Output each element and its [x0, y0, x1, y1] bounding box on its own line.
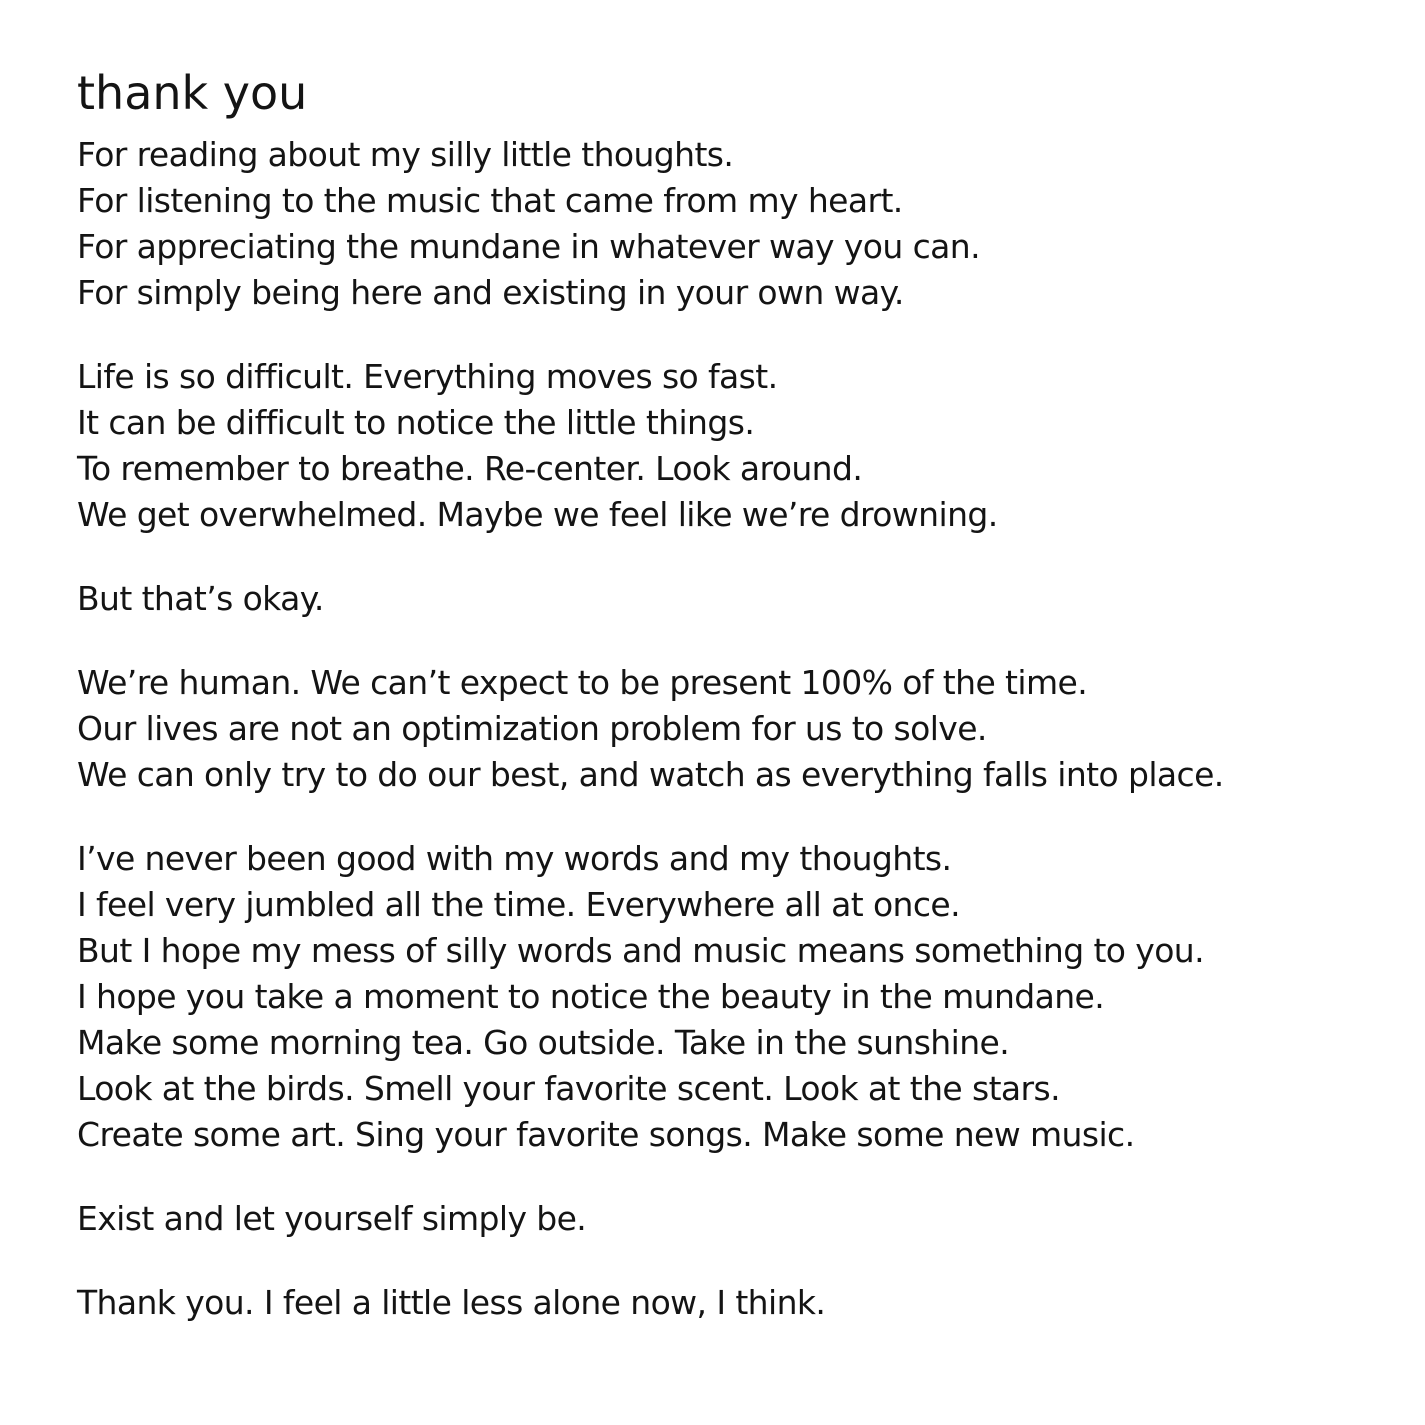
text-line: Life is so difficult. Everything moves so fast. — [77, 357, 778, 396]
page-title: thank you — [77, 66, 308, 120]
paragraph — [77, 836, 1377, 1158]
paragraph — [77, 1280, 1377, 1326]
text-line: Our lives are not an optimization problem for us to solve. — [77, 709, 987, 748]
text-line: To remember to breathe. Re-center. Look around. — [77, 449, 863, 488]
paragraph — [77, 576, 1377, 622]
text-line: Thank you. I feel a little less alone now, I think. — [77, 1283, 826, 1322]
text-line: For reading about my silly little thoughts. — [77, 135, 734, 174]
text-line: We’re human. We can’t expect to be present 100% of the time. — [77, 663, 1088, 702]
text-line: I feel very jumbled all the time. Everywhere all at once. — [77, 885, 961, 924]
text-line: Make some morning tea. Go outside. Take in the sunshine. — [77, 1023, 1010, 1062]
text-line: It can be difficult to notice the little things. — [77, 403, 755, 442]
text-line: For simply being here and existing in your own way. — [77, 273, 904, 312]
text-line: I hope you take a moment to notice the beauty in the mundane. — [77, 977, 1105, 1016]
text-line: I’ve never been good with my words and my thoughts. — [77, 839, 952, 878]
text-line: Create some art. Sing your favorite songs. Make some new music. — [77, 1115, 1135, 1154]
text-line: But that’s okay. — [77, 579, 324, 618]
letter-page — [77, 62, 1377, 1364]
text-line: We get overwhelmed. Maybe we feel like we’re drowning. — [77, 495, 998, 534]
letter-body — [77, 132, 1377, 1326]
text-line: Exist and let yourself simply be. — [77, 1199, 587, 1238]
paragraph — [77, 1196, 1377, 1242]
text-line: Look at the birds. Smell your favorite scent. Look at the stars. — [77, 1069, 1061, 1108]
text-line: For listening to the music that came from my heart. — [77, 181, 903, 220]
text-line: But I hope my mess of silly words and music means something to you. — [77, 931, 1204, 970]
text-line: We can only try to do our best, and watch as everything falls into place. — [77, 755, 1224, 794]
text-line: For appreciating the mundane in whatever way you can. — [77, 227, 980, 266]
paragraph — [77, 354, 1377, 538]
paragraph — [77, 660, 1377, 798]
paragraph — [77, 132, 1377, 316]
